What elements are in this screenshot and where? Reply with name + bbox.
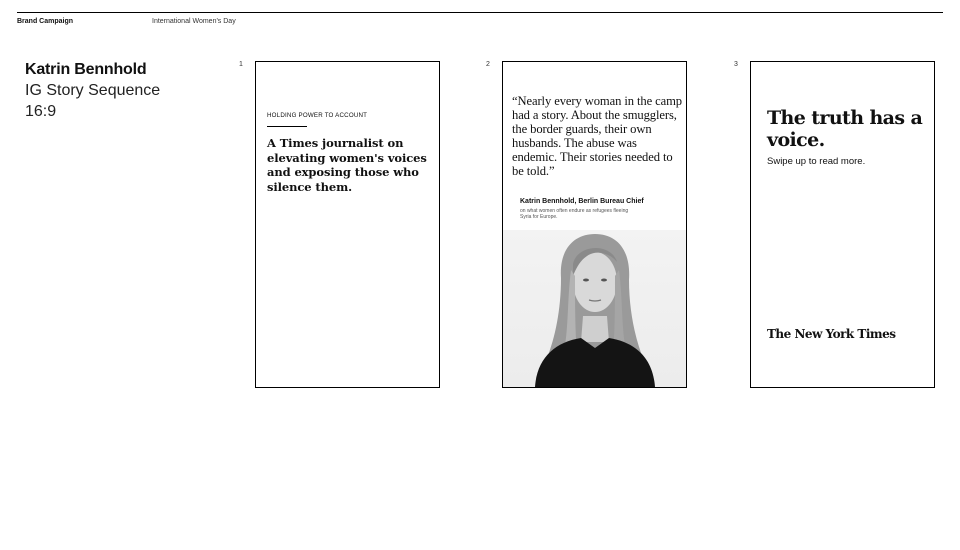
nyt-logo: The New York Times <box>767 327 896 341</box>
frame-number-1: 1 <box>239 61 243 68</box>
format-label: IG Story Sequence <box>25 82 161 99</box>
story-frame-1 <box>255 61 440 388</box>
portrait-photo <box>503 230 686 387</box>
journalist-name: Katrin Bennhold <box>25 61 147 78</box>
frame-3-headline: The truth has a voice. <box>767 107 923 151</box>
frame-3-subline: Swipe up to read more. <box>767 156 866 167</box>
kicker-rule <box>267 126 307 127</box>
brand-campaign-label: Brand Campaign <box>17 18 74 25</box>
frame-1-headline: A Times journalist on elevating women's voices and exposing those who silence them. <box>267 136 427 195</box>
story-frame-3 <box>750 61 935 388</box>
frame-2-description: on what women often endure as refugees fleeing Syria for Europe. <box>520 208 629 220</box>
story-frame-2 <box>502 61 687 388</box>
campaign-name-label: International Women's Day <box>152 18 236 25</box>
sequence-meta <box>25 59 160 122</box>
frame-2-attribution: Katrin Bennhold, Berlin Bureau Chief <box>520 198 644 205</box>
frame-number-2: 2 <box>486 61 490 68</box>
top-rule <box>17 12 943 13</box>
frame-1-kicker: HOLDING POWER TO ACCOUNT <box>267 112 368 119</box>
frame-2-quote: “Nearly every woman in the camp had a story. About the smugglers, the border guards, their own husbands. The abuse was endemic. Their stories needed to be told.” <box>512 94 682 179</box>
frame-number-3: 3 <box>734 61 738 68</box>
ratio-label: 16:9 <box>25 103 57 120</box>
portrait-illustration <box>503 230 686 387</box>
